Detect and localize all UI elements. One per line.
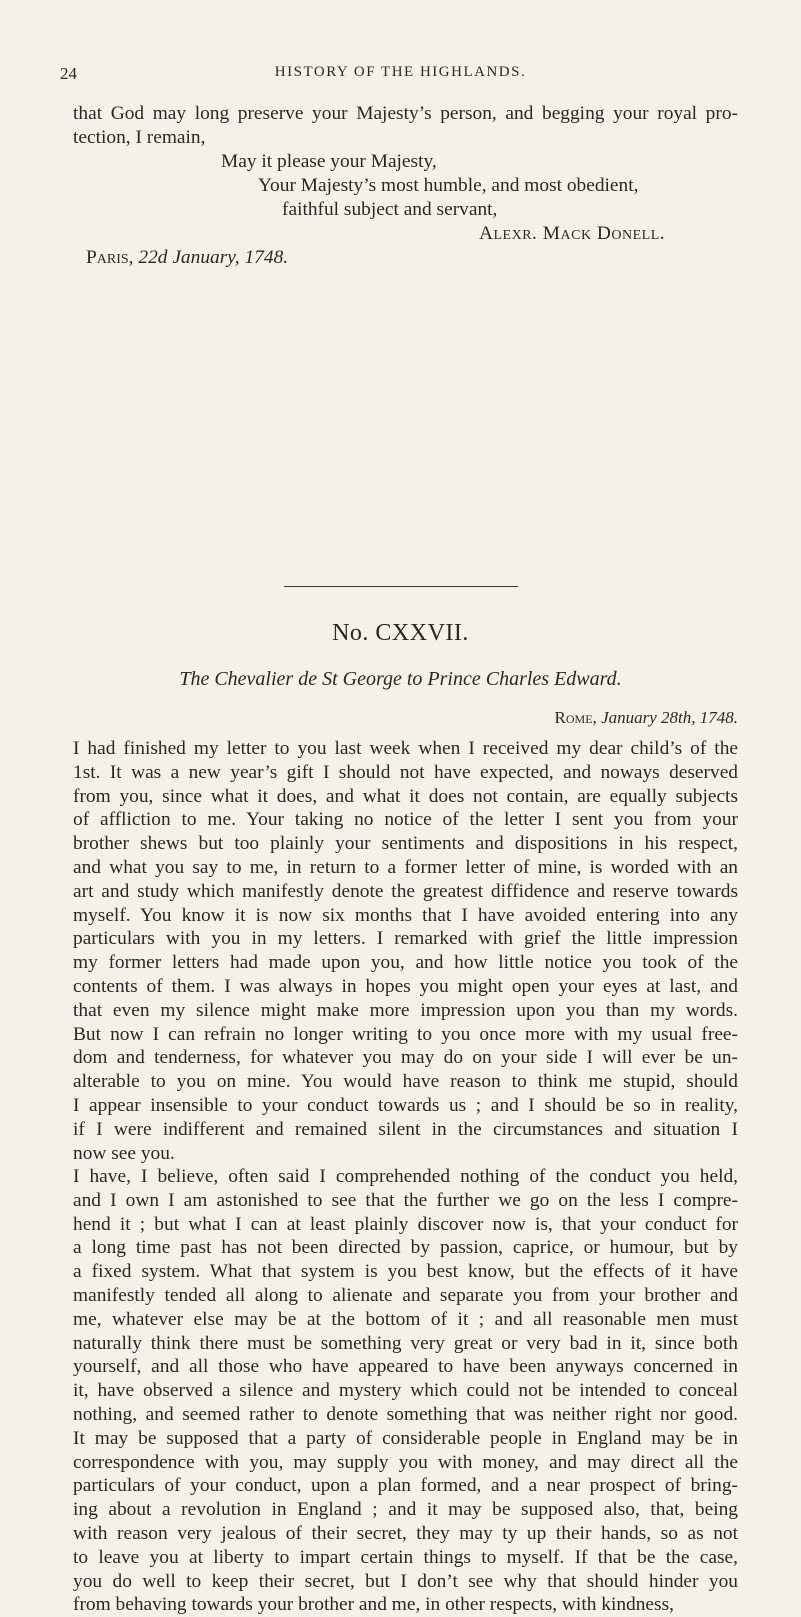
paragraph-1	[73, 737, 738, 1165]
text-line: ing about a revolution in England ; and it may be supposed also, that, being	[73, 1499, 738, 1521]
text-line: I have, I believe, often said I comprehended nothing of the conduct you held,	[73, 1166, 738, 1187]
text-line: hend it ; but what I can at least plainly discover now is, that your conduct for	[73, 1213, 738, 1235]
section-divider	[284, 586, 518, 587]
text-line: nothing, and seemed rather to denote something that was neither right nor good.	[73, 1403, 738, 1425]
text-line: if I were indifferent and remained silent in the circumstances and situation I	[73, 1118, 738, 1140]
text-line: dom and tenderness, for whatever you may do on your side I will ever be un-	[73, 1047, 738, 1069]
text-line: from you, since what it does, and what it does not contain, are equally subjects	[73, 785, 738, 807]
page-number: 24	[60, 64, 77, 83]
text-line: me, whatever else may be at the bottom of it ; and all reasonable men must	[73, 1308, 738, 1330]
previous-letter-ending	[73, 102, 738, 150]
text-line: it, have observed a silence and mystery which could not be intended to conceal	[73, 1380, 738, 1402]
signature: Alexr. Mack Donell.	[479, 223, 666, 244]
text-line: now see you.	[73, 1142, 175, 1164]
text-line: a long time past has not been directed by passion, caprice, or humour, but by	[73, 1237, 738, 1259]
text-line: myself. You know it is now six months that I have avoided entering into any	[73, 904, 738, 926]
complimentary-close: Your Majesty’s most humble, and most obedient,	[258, 175, 639, 196]
complimentary-close: faithful subject and servant,	[282, 199, 498, 220]
text-line: It may be supposed that a party of considerable people in England may be in	[73, 1427, 738, 1449]
text-line: you do well to keep their secret, but I don’t see why that should hinder you	[73, 1570, 738, 1592]
place: Paris,	[86, 247, 134, 268]
text-line: tection, I remain,	[73, 126, 206, 148]
running-head: HISTORY OF THE HIGHLANDS.	[274, 64, 527, 80]
text-line: correspondence with you, may supply you with money, and may direct all the	[73, 1451, 738, 1473]
text-line: yourself, and all those who have appeared to have been anyways concerned in	[73, 1356, 738, 1378]
text-line: alterable to you on mine. You would have reason to think me stupid, should	[73, 1071, 738, 1093]
letter-number: No. CXXVII.	[332, 620, 469, 646]
text-line: contents of them. I was always in hopes you might open your eyes at last, and	[73, 975, 738, 997]
text-line: art and study which manifestly denote the greatest diffidence and reserve towards	[73, 880, 738, 902]
text-line: my former letters had made upon you, and how little notice you took of the	[73, 952, 738, 974]
letter-dateline	[555, 708, 738, 728]
letter-title: The Chevalier de St George to Prince Charles Edward.	[179, 668, 622, 690]
text-line: particulars of your conduct, upon a plan formed, and a near prospect of bring-	[73, 1475, 738, 1497]
previous-letter-dateline	[86, 246, 288, 270]
date: January 28th, 1748.	[601, 708, 738, 727]
text-line: 1st. It was a new year’s gift I should not have expected, and noways deserved	[73, 761, 738, 783]
text-line: But now I can refrain no longer writing to you once more with my usual free-	[73, 1023, 738, 1045]
text-line: naturally think there must be something very great or very bad in it, since both	[73, 1332, 738, 1354]
text-line: I appear insensible to your conduct towards us ; and I should be so in reality,	[73, 1094, 738, 1116]
text-line: that even my silence might make more impression upon you than my words.	[73, 999, 738, 1021]
page-header	[0, 64, 801, 84]
text-line: to leave you at liberty to impart certain things to myself. If that be the case,	[73, 1546, 738, 1568]
text-line: of affliction to me. Your taking no notice of the letter I sent you from your	[73, 809, 738, 831]
text-line: particulars with you in my letters. I remarked with grief the little impression	[73, 928, 738, 950]
text-line: that God may long preserve your Majesty’s person, and begging your royal pro-	[73, 103, 738, 124]
text-line: I had finished my letter to you last week when I received my dear child’s of the	[73, 738, 738, 759]
text-line: with reason very jealous of their secret, they may ty up their hands, so as not	[73, 1522, 738, 1544]
text-line: brother shews but too plainly your sentiments and dispositions in his respect,	[73, 833, 738, 855]
date: 22d January, 1748.	[138, 247, 289, 268]
text-line: and what you say to me, in return to a former letter of mine, is worded with an	[73, 856, 738, 878]
text-line: manifestly tended all along to alienate and separate you from your brother and	[73, 1284, 738, 1306]
text-line: a fixed system. What that system is you best know, but the effects of it have	[73, 1261, 738, 1283]
paragraph-2	[73, 1165, 738, 1617]
text-line: from behaving towards your brother and me, in other respects, with kindness,	[73, 1594, 674, 1616]
salutation: May it please your Majesty,	[221, 151, 437, 172]
text-line: and I own I am astonished to see that the further we go on the less I compre-	[73, 1189, 738, 1211]
place: Rome,	[554, 708, 597, 727]
